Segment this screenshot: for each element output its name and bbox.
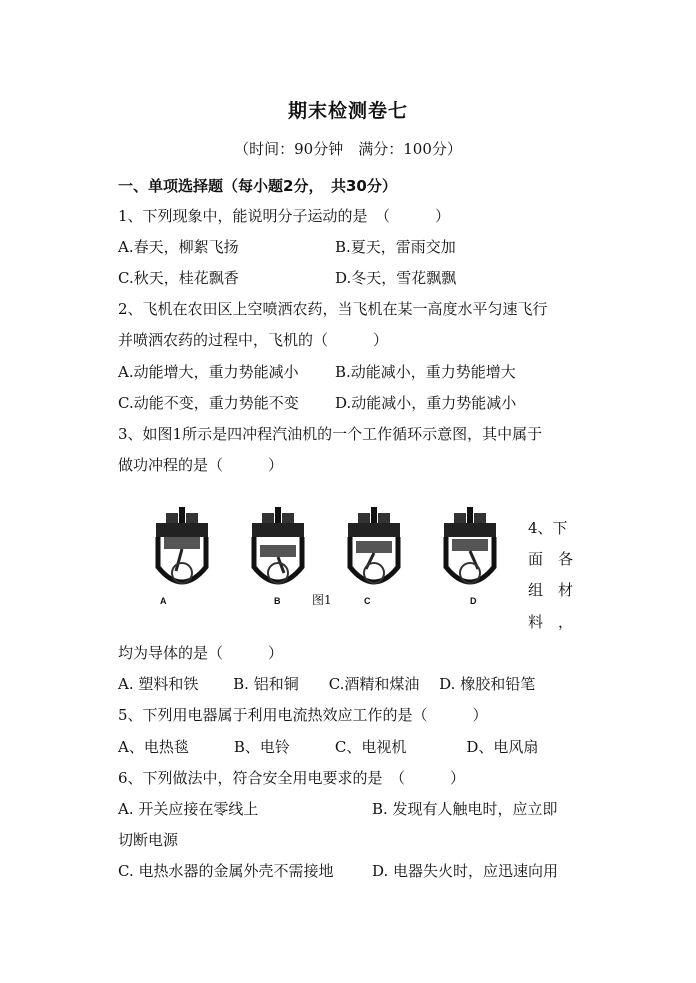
question-1-option-c: C.秋天，桂花飘香 bbox=[118, 269, 239, 287]
question-6-option-b: B. 发现有人触电时，应立即 bbox=[372, 800, 558, 818]
question-5-stem: 5、下列用电器属于利用电流热效应工作的是（ ） bbox=[118, 706, 488, 724]
question-4-side-text-2: 面 各 bbox=[528, 550, 574, 568]
question-1-option-a: A.春天，柳絮飞扬 bbox=[118, 238, 239, 256]
section-heading: 一、单项选择题（每小题2分， 共30分） bbox=[118, 177, 397, 195]
engine-stroke-a bbox=[156, 507, 208, 583]
figure-label-c: C bbox=[364, 596, 371, 606]
engine-stroke-d bbox=[444, 507, 496, 583]
question-6-option-d: D. 电器失火时，应迅速向用 bbox=[372, 862, 559, 880]
question-1-stem: 1、下列现象中，能说明分子运动的是 （ ） bbox=[118, 207, 451, 225]
question-1-option-d: D.冬天，雪花飘飘 bbox=[335, 269, 457, 287]
question-3-stem-line2: 做功冲程的是（ ） bbox=[118, 456, 284, 474]
question-2-option-c: C.动能不变，重力势能不变 bbox=[118, 394, 299, 412]
question-1-option-b: B.夏天，雷雨交加 bbox=[335, 238, 456, 256]
engine-diagram bbox=[140, 505, 520, 605]
question-4-side-text-4: 料 ， bbox=[528, 613, 574, 631]
exam-info: （时间：90分钟 满分：100分） bbox=[234, 140, 462, 158]
question-3-stem-line1: 3、如图1所示是四冲程汽油机的一个工作循环示意图，其中属于 bbox=[118, 425, 543, 443]
figure-caption: 图1 bbox=[312, 593, 332, 607]
question-6-option-b-continued: 切断电源 bbox=[118, 831, 179, 849]
question-2-option-a: A.动能增大，重力势能减小 bbox=[118, 363, 299, 381]
engine-cycle-figure bbox=[140, 505, 520, 605]
question-4-side-text-3: 组 材 bbox=[528, 581, 574, 599]
question-2-stem-line2: 并喷洒农药的过程中，飞机的（ ） bbox=[118, 331, 389, 349]
figure-label-d: D bbox=[470, 596, 477, 606]
engine-stroke-b bbox=[252, 507, 304, 583]
figure-label-a: A bbox=[160, 596, 167, 606]
engine-stroke-c bbox=[348, 507, 400, 583]
question-4-side-text-1: 4、下 bbox=[528, 519, 568, 537]
question-4-options: A. 塑料和铁 B. 铝和铜 C.酒精和煤油 D. 橡胶和铅笔 bbox=[118, 675, 536, 693]
question-2-stem-line1: 2、飞机在农田区上空喷洒农药，当飞机在某一高度水平匀速飞行 bbox=[118, 300, 548, 318]
question-2-option-b: B.动能减小，重力势能增大 bbox=[335, 363, 516, 381]
figure-label-b: B bbox=[274, 596, 281, 606]
question-6-option-c: C. 电热水器的金属外壳不需接地 bbox=[118, 862, 334, 880]
question-6-option-a: A. 开关应接在零线上 bbox=[118, 800, 259, 818]
question-6-stem: 6、下列做法中，符合安全用电要求的是 （ ） bbox=[118, 769, 466, 787]
page-title: 期末检测卷七 bbox=[287, 100, 408, 122]
question-2-option-d: D.动能减小，重力势能减小 bbox=[335, 394, 517, 412]
question-5-options: A、电热毯 B、电铃 C、电视机 D、电风扇 bbox=[118, 738, 539, 756]
question-4-stem: 均为导体的是（ ） bbox=[118, 644, 284, 662]
